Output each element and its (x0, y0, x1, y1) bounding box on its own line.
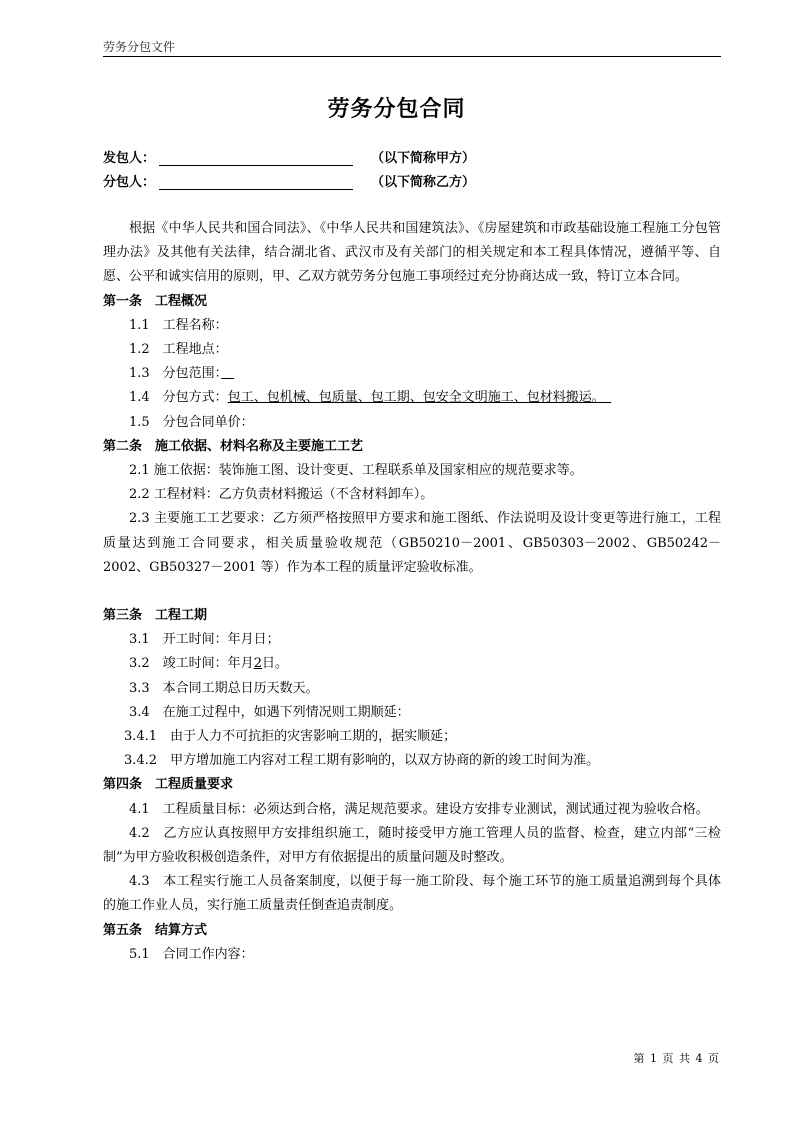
running-header: 劳务分包文件 (103, 40, 176, 54)
clause-2-3: 2.3 主要施工工艺要求：乙方须严格按照甲方要求和施工图纸、作法说明及设计变更等进行施工，工程质量达到施工合同要求，相关质量验收规范（GB50210－2001、GB50303－2002、GB50242－2002、GB50327－2001 等）作为本工程的质量评定验收标准。 (103, 511, 721, 575)
clause-3-2 (103, 652, 721, 676)
header-rule (103, 56, 721, 57)
article-5-heading: 第五条 结算方式 (103, 922, 208, 938)
clause-1-5: 1.5 分包合同单价： (129, 414, 254, 430)
party-blank-field (159, 175, 353, 190)
clause-text: 日。 (261, 656, 288, 672)
clause-label: 1.4 分包方式： (129, 390, 228, 406)
clause-3-4-2: 3.4.2 甲方增加施工内容对工程工期有影响的，以双方协商的新的竣工时间为准。 (124, 753, 600, 769)
article-1-heading: 第一条 工程概况 (103, 293, 208, 309)
page-number: 第 1 页 共 4 页 (633, 1052, 720, 1065)
clause-1-4 (103, 386, 721, 410)
clause-4-2: 4.2 乙方应认真按照甲方安排组织施工，随时接受甲方施工管理人员的监督、检查，建立内部“三检制”为甲方验收积极创造条件，对甲方有依据提出的质量问题及时整改。 (103, 825, 721, 866)
party-subcontractor (103, 173, 476, 193)
party-label: 分包人： (103, 175, 156, 190)
clause-2-1: 2.1 施工依据：装饰施工图、设计变更、工程联系单及国家相应的规范要求等。 (129, 463, 583, 479)
clause-3-3: 3.3 本合同工期总日历天数天。 (129, 680, 319, 696)
clause-3-1: 3.1 开工时间：年月日； (129, 632, 280, 648)
clause-3-4-1: 3.4.1 由于人力不可抗拒的灾害影响工期的，据实顺延； (124, 729, 457, 745)
clause-text: 3.2 竣工时间：年月 (129, 656, 254, 672)
clause-value: 2 (253, 656, 262, 672)
clause-4-3: 4.3 本工程实行施工人员备案制度，以便于每一施工阶段、每个施工环节的施工质量追溯到每个具体的施工作业人员，实行施工质量责任倒查追责制度。 (103, 874, 721, 914)
article-2-heading: 第二条 施工依据、材料名称及主要施工工艺 (103, 438, 364, 454)
party-note: （以下简称乙方） (371, 175, 476, 190)
party-employer (103, 149, 476, 169)
article-4-heading: 第四条 工程质量要求 (103, 777, 234, 793)
clause-2-2: 2.2 工程材料：乙方负责材料搬运（不含材料卸车）。 (129, 487, 434, 503)
clause-4-1: 4.1 工程质量目标：必须达到合格，满足规范要求。建设方安排专业测试，测试通过视为验收合格。 (129, 801, 709, 817)
blank-underline (598, 390, 611, 405)
document-title: 劳务分包合同 (327, 96, 466, 122)
blank-underline (221, 366, 234, 381)
clause-3-4: 3.4 在施工过程中，如遇下列情况则工期顺延： (129, 704, 410, 720)
contract-body (103, 217, 721, 967)
preamble-paragraph: 根据《中华人民共和国合同法》、《中华人民共和国建筑法》、《房屋建筑和市政基础设施工程施工分包管理办法》及其他有关法律，结合湖北省、武汉市及有关部门的相关规定和本工程具体情况，遵循平等、自愿、公平和诚实信用的原则，甲、乙双方就劳务分包施工事项经过充分协商达成一致，特订立本合同。 (103, 221, 721, 285)
party-blank-field (159, 151, 353, 166)
clause-label: 1.3 分包范围： (129, 366, 222, 382)
clause-1-1: 1.1 工程名称： (129, 317, 228, 333)
clause-1-3 (103, 362, 721, 386)
article-3-heading: 第三条 工程工期 (103, 608, 208, 624)
spacer (103, 580, 721, 604)
party-label: 发包人： (103, 151, 156, 166)
clause-5-1: 5.1 合同工作内容： (129, 946, 254, 962)
clause-1-2: 1.2 工程地点： (129, 342, 228, 358)
clause-value: 包工、包机械、包质量、包工期、包安全文明施工、包材料搬运。 (227, 390, 599, 406)
party-note: （以下简称甲方） (371, 151, 476, 166)
